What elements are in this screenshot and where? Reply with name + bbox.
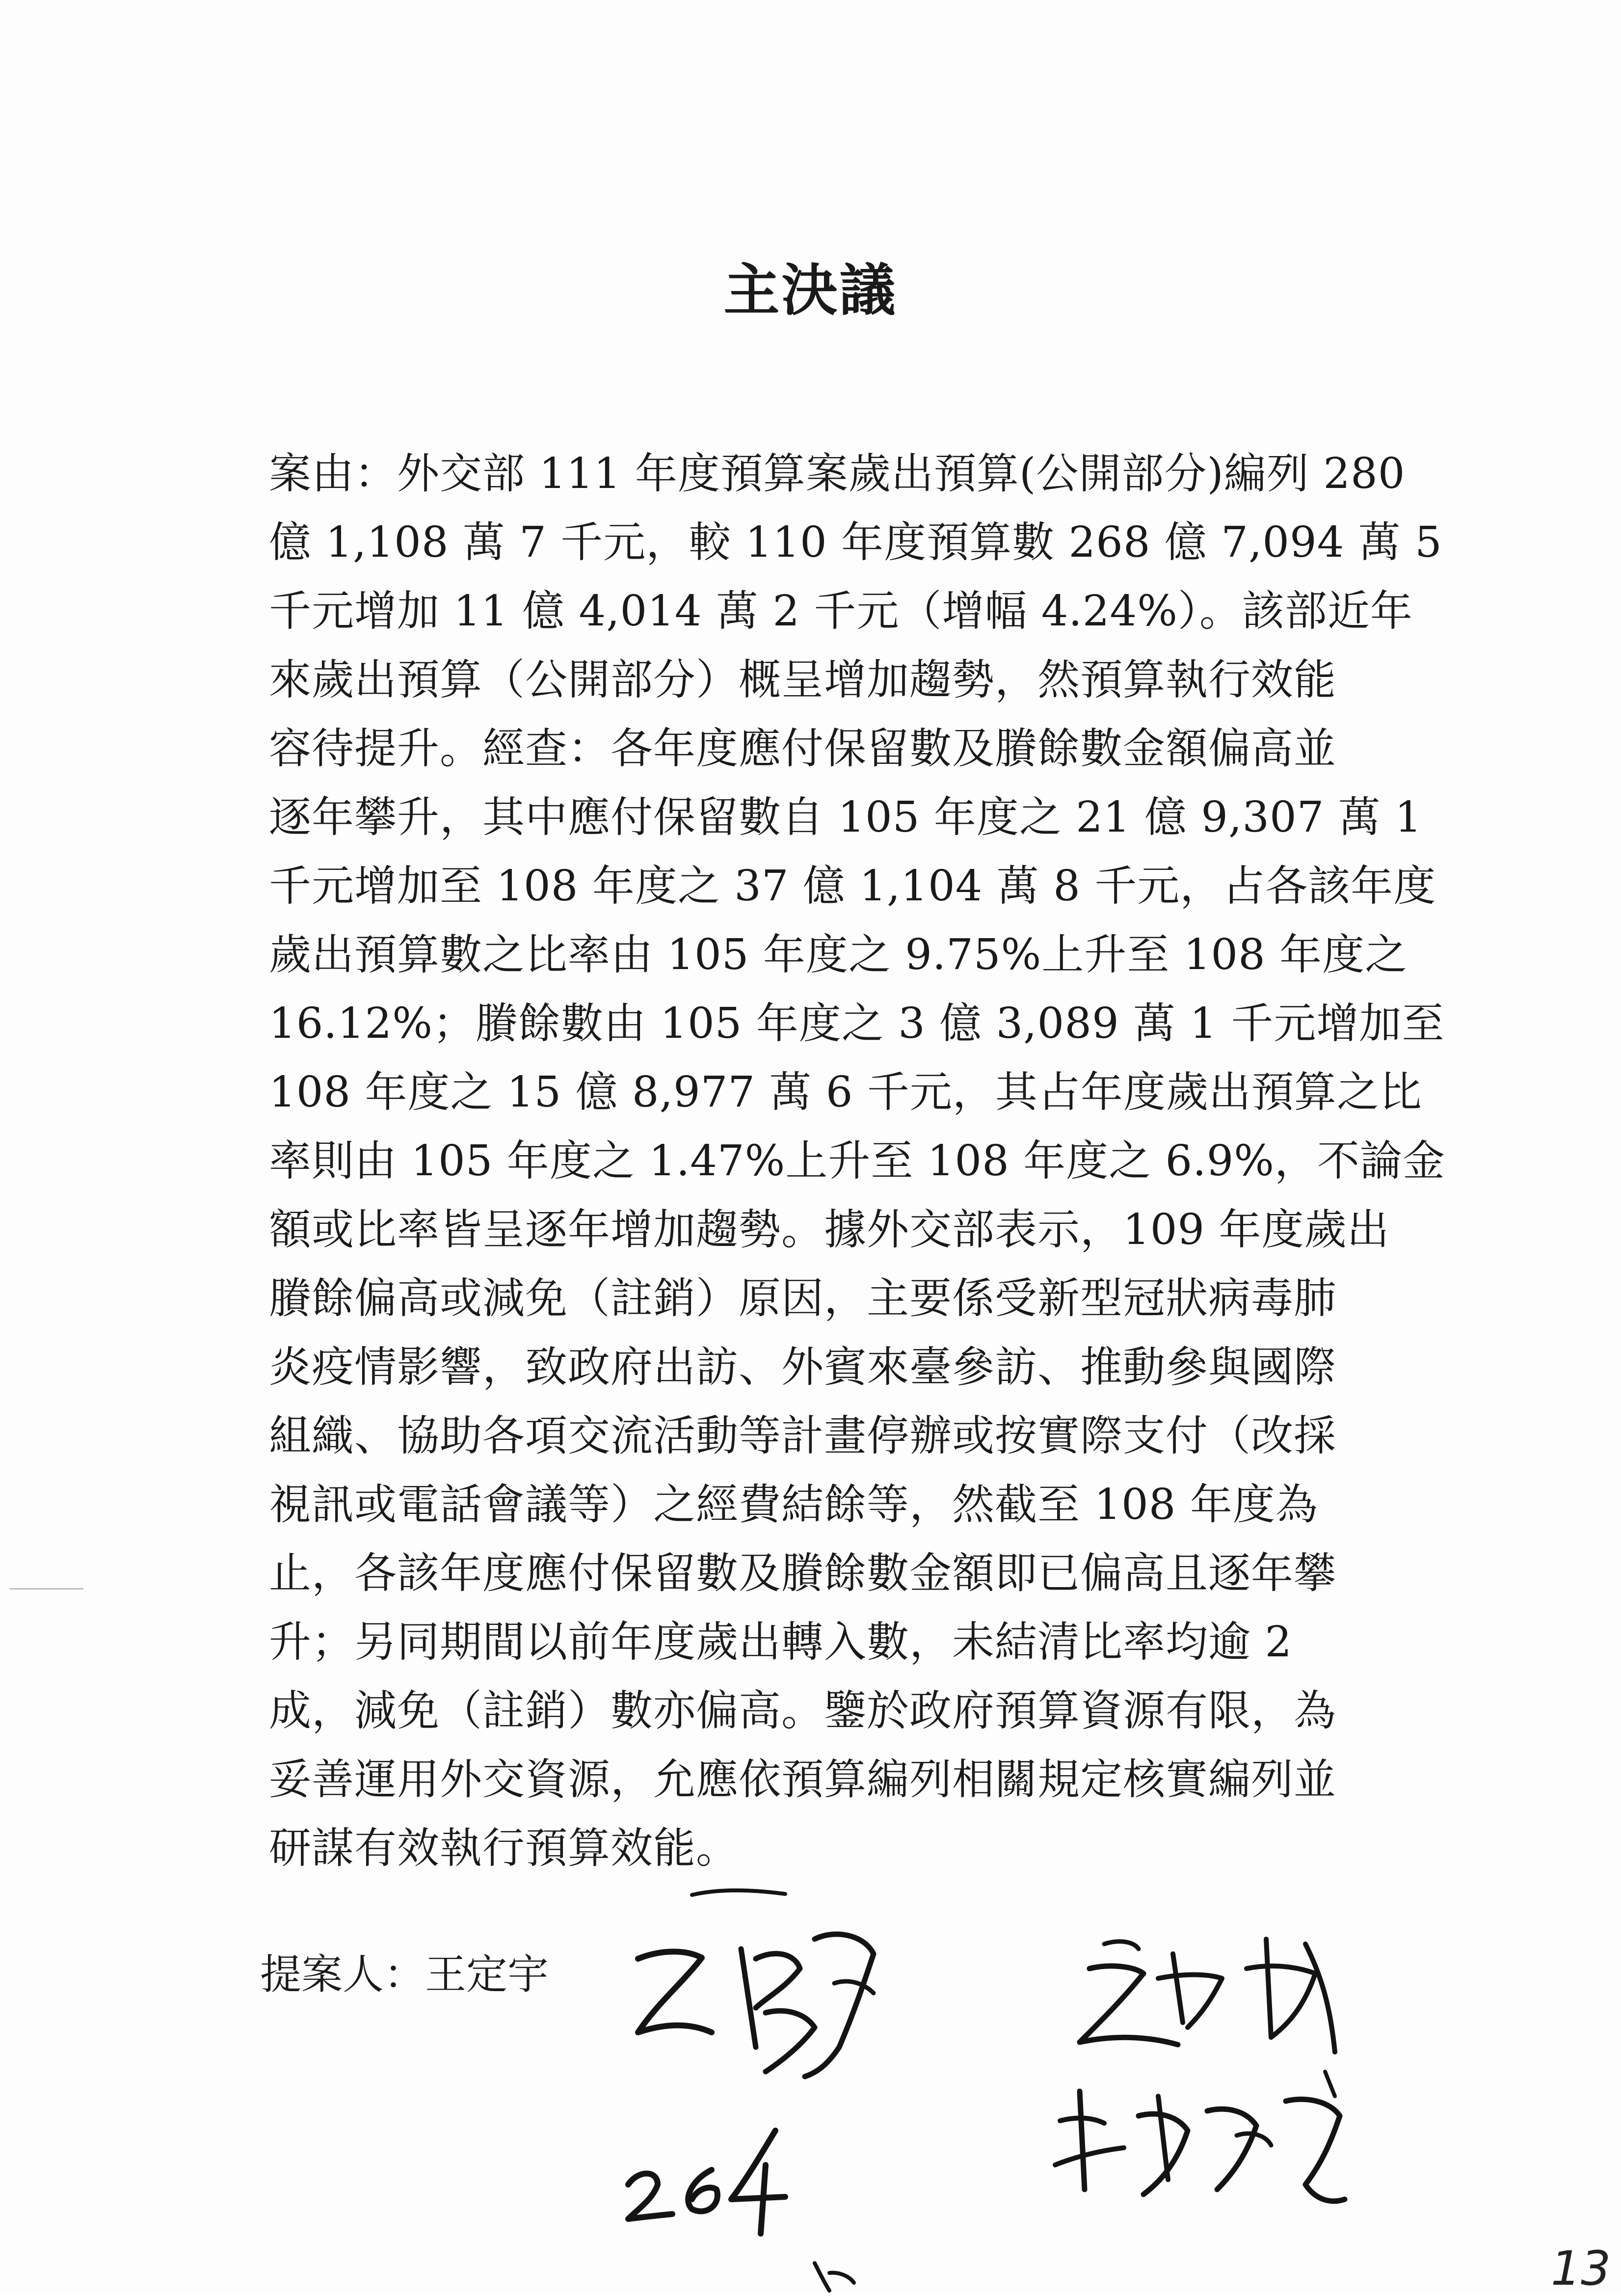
handwritten-number-mark	[618, 2111, 805, 2239]
body-line: 千元增加 11 億 4,014 萬 2 千元（增幅 4.24%）。該部近年	[269, 587, 1413, 636]
body-line: 組織、協助各項交流活動等計畫停辦或按實際支付（改採	[269, 1411, 1336, 1460]
body-line: 炎疫情影響，致政府出訪、外賓來臺參訪、推動參與國際	[269, 1343, 1336, 1392]
proposer-label: 提案人：王定宇	[260, 1950, 549, 1999]
body-line: 視訊或電話會議等）之經費結餘等，然截至 108 年度為	[269, 1480, 1318, 1529]
signature-2	[1060, 1924, 1364, 2072]
scan-mark	[10, 1588, 83, 1590]
document-title: 主決議	[723, 257, 898, 323]
body-line: 容待提升。經查：各年度應付保留數及賸餘數金額偏高並	[269, 724, 1336, 773]
body-line: 止，各該年度應付保留數及賸餘數金額即已偏高且逐年攀	[269, 1549, 1336, 1598]
body-line: 額或比率皆呈逐年增加趨勢。據外交部表示，109 年度歲出	[269, 1205, 1390, 1254]
body-line: 研謀有效執行預算效能。	[269, 1824, 739, 1873]
body-line: 億 1,108 萬 7 千元，較 110 年度預算數 268 億 7,094 萬 5	[269, 518, 1442, 567]
pen-mark	[805, 2258, 864, 2293]
page-number: 13	[1551, 2241, 1611, 2296]
body-line: 升；另同期間以前年度歲出轉入數，未結清比率均逾 2	[269, 1618, 1293, 1667]
body-line: 賸餘偏高或減免（註銷）原因，主要係受新型冠狀病毒肺	[269, 1274, 1336, 1323]
body-line: 16.12%；賸餘數由 105 年度之 3 億 3,089 萬 1 千元增加至	[269, 999, 1445, 1048]
body-line: 成，減免（註銷）數亦偏高。鑒於政府預算資源有限，為	[269, 1686, 1336, 1735]
body-line: 逐年攀升，其中應付保留數自 105 年度之 21 億 9,307 萬 1	[269, 793, 1422, 842]
body-line: 妥善運用外交資源，允應依預算編列相關規定核實編列並	[269, 1755, 1336, 1804]
body-line: 108 年度之 15 億 8,977 萬 6 千元，其占年度歲出預算之比	[269, 1068, 1422, 1117]
signature-3	[1031, 2062, 1384, 2219]
body-line: 案由：外交部 111 年度預算案歲出預算(公開部分)編列 280	[269, 449, 1406, 498]
body-line: 千元增加至 108 年度之 37 億 1,104 萬 8 千元，占各該年度	[269, 862, 1436, 911]
body-line: 來歲出預算（公開部分）概呈增加趨勢，然預算執行效能	[269, 655, 1336, 704]
body-line: 歲出預算數之比率由 105 年度之 9.75%上升至 108 年度之	[269, 930, 1408, 979]
body-line: 率則由 105 年度之 1.47%上升至 108 年度之 6.9%，不論金	[269, 1136, 1446, 1186]
